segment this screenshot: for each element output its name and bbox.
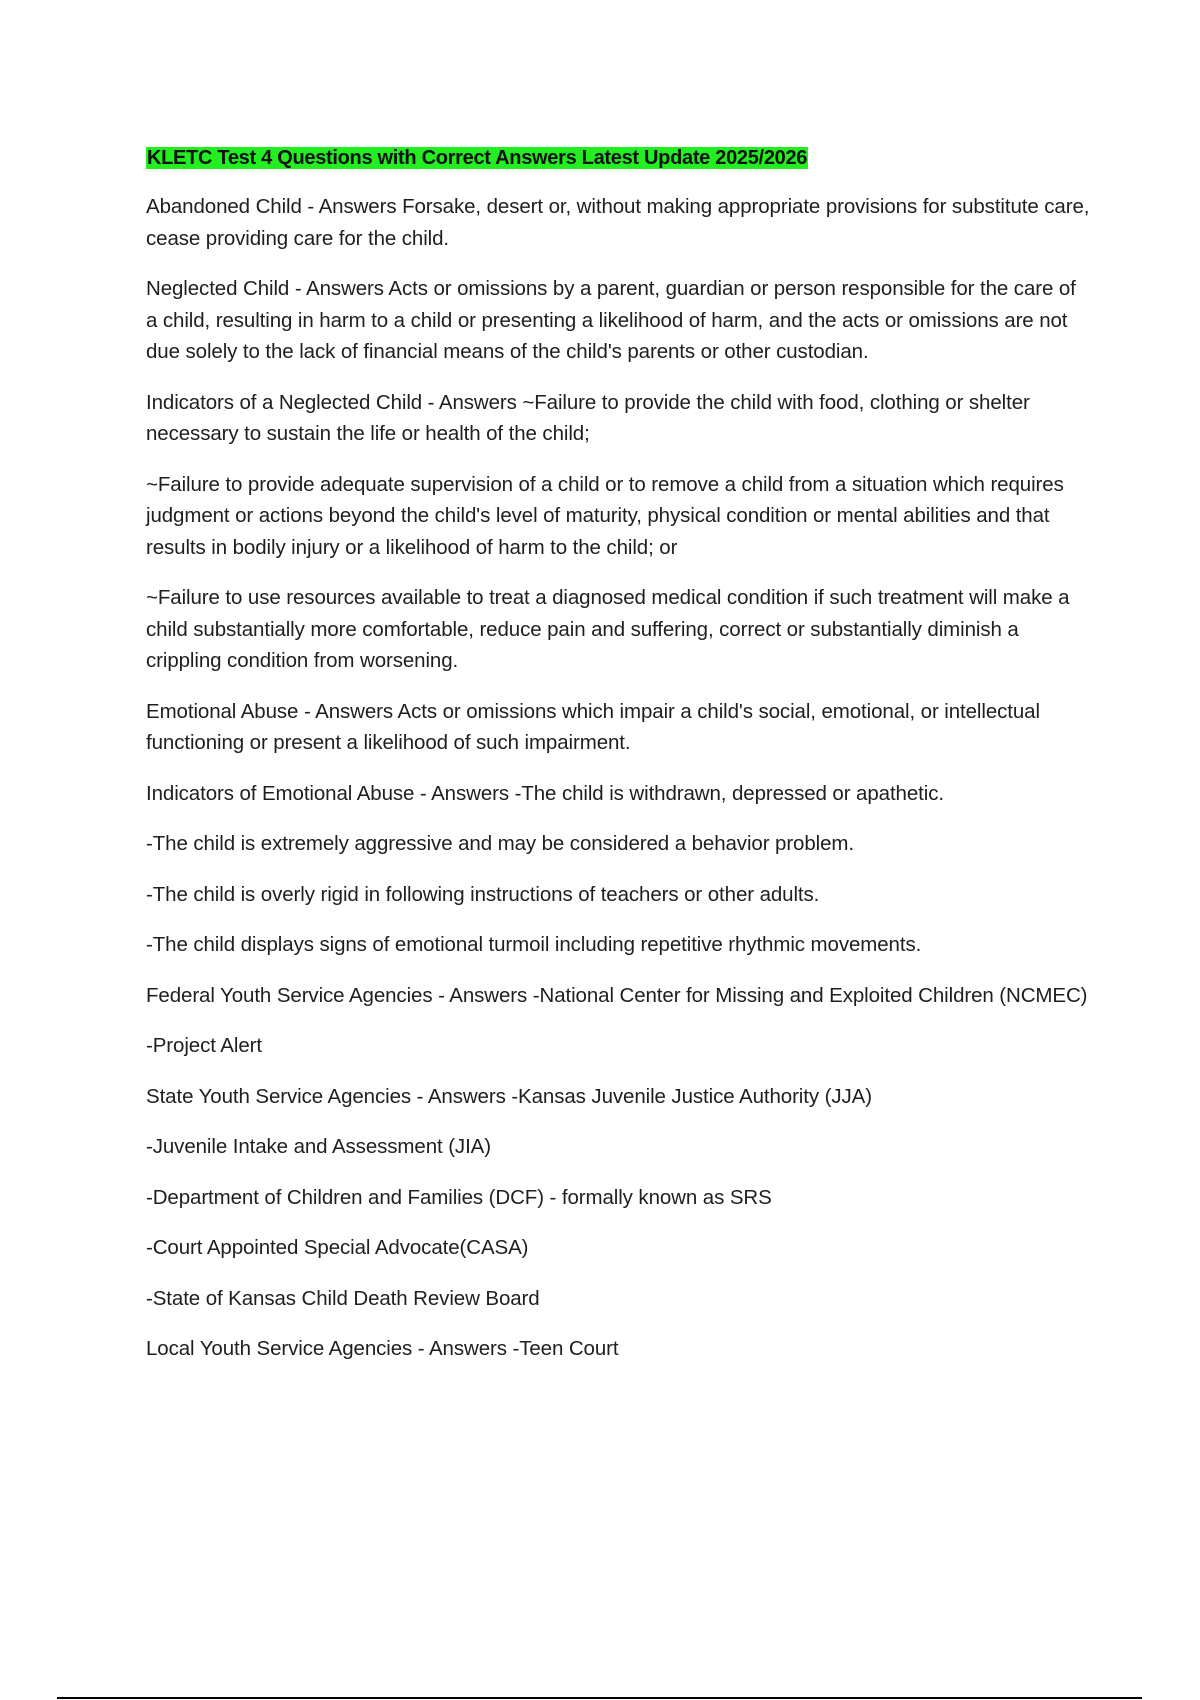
paragraph-local-agencies: Local Youth Service Agencies - Answers -Teen Court	[146, 1337, 619, 1360]
paragraph-neglect-medical: ~Failure to use resources available to treat a diagnosed medical condition if such treatment will make a child substantially more comfortable, reduce pain and suffering, correct or substantially diminish a crippling condition from worsening.	[146, 586, 1070, 672]
paragraph-neglect-supervision: ~Failure to provide adequate supervision of a child or to remove a child from a situation which requires judgment or actions beyond the child's level of maturity, physical condition or mental abilities and that results in bodily injury or a likelihood of harm to the child; or	[146, 472, 1064, 559]
paragraph-project-alert: -Project Alert	[146, 1034, 262, 1057]
paragraph-federal-agencies: Federal Youth Service Agencies - Answers -National Center for Missing and Exploited Children (NCMEC)	[146, 983, 1088, 1007]
paragraph-indicators-neglected-child: Indicators of a Neglected Child - Answers ~Failure to provide the child with food, clothing or shelter necessary to sustain the life or health of the child;	[146, 390, 1030, 445]
footer-divider	[57, 1697, 1142, 1699]
paragraph-death-review-board: -State of Kansas Child Death Review Board	[146, 1286, 540, 1310]
document-title: KLETC Test 4 Questions with Correct Answers Latest Update 2025/2026	[147, 147, 808, 169]
paragraph-abandoned-child: Abandoned Child - Answers Forsake, desert or, without making appropriate provisions for substitute care, cease providing care for the child.	[146, 195, 1090, 250]
paragraph-dcf: -Department of Children and Families (DCF) - formally known as SRS	[146, 1185, 772, 1209]
document-content	[146, 143, 1091, 1384]
paragraph-neglected-child: Neglected Child - Answers Acts or omissions by a parent, guardian or person responsible for the care of a child, resulting in harm to a child or presenting a likelihood of harm, and the acts or omissions are not due solely to the lack of financial means of the child's parents or other custodian.	[146, 277, 1076, 363]
paragraph-casa: -Court Appointed Special Advocate(CASA)	[146, 1236, 529, 1259]
paragraph-emotional-abuse: Emotional Abuse - Answers Acts or omissions which impair a child's social, emotional, or intellectual functioning or present a likelihood of such impairment.	[146, 699, 1040, 754]
paragraph-emotional-rigid: -The child is overly rigid in following instructions of teachers or other adults.	[146, 882, 820, 906]
title-block	[146, 143, 1091, 174]
paragraph-emotional-aggressive: -The child is extremely aggressive and may be considered a behavior problem.	[146, 832, 854, 855]
paragraph-state-agencies: State Youth Service Agencies - Answers -Kansas Juvenile Justice Authority (JJA)	[146, 1084, 872, 1108]
paragraph-emotional-turmoil: -The child displays signs of emotional turmoil including repetitive rhythmic movements.	[146, 933, 922, 956]
paragraph-indicators-emotional-abuse: Indicators of Emotional Abuse - Answers -The child is withdrawn, depressed or apathetic.	[146, 781, 944, 805]
paragraph-jia: -Juvenile Intake and Assessment (JIA)	[146, 1135, 491, 1158]
